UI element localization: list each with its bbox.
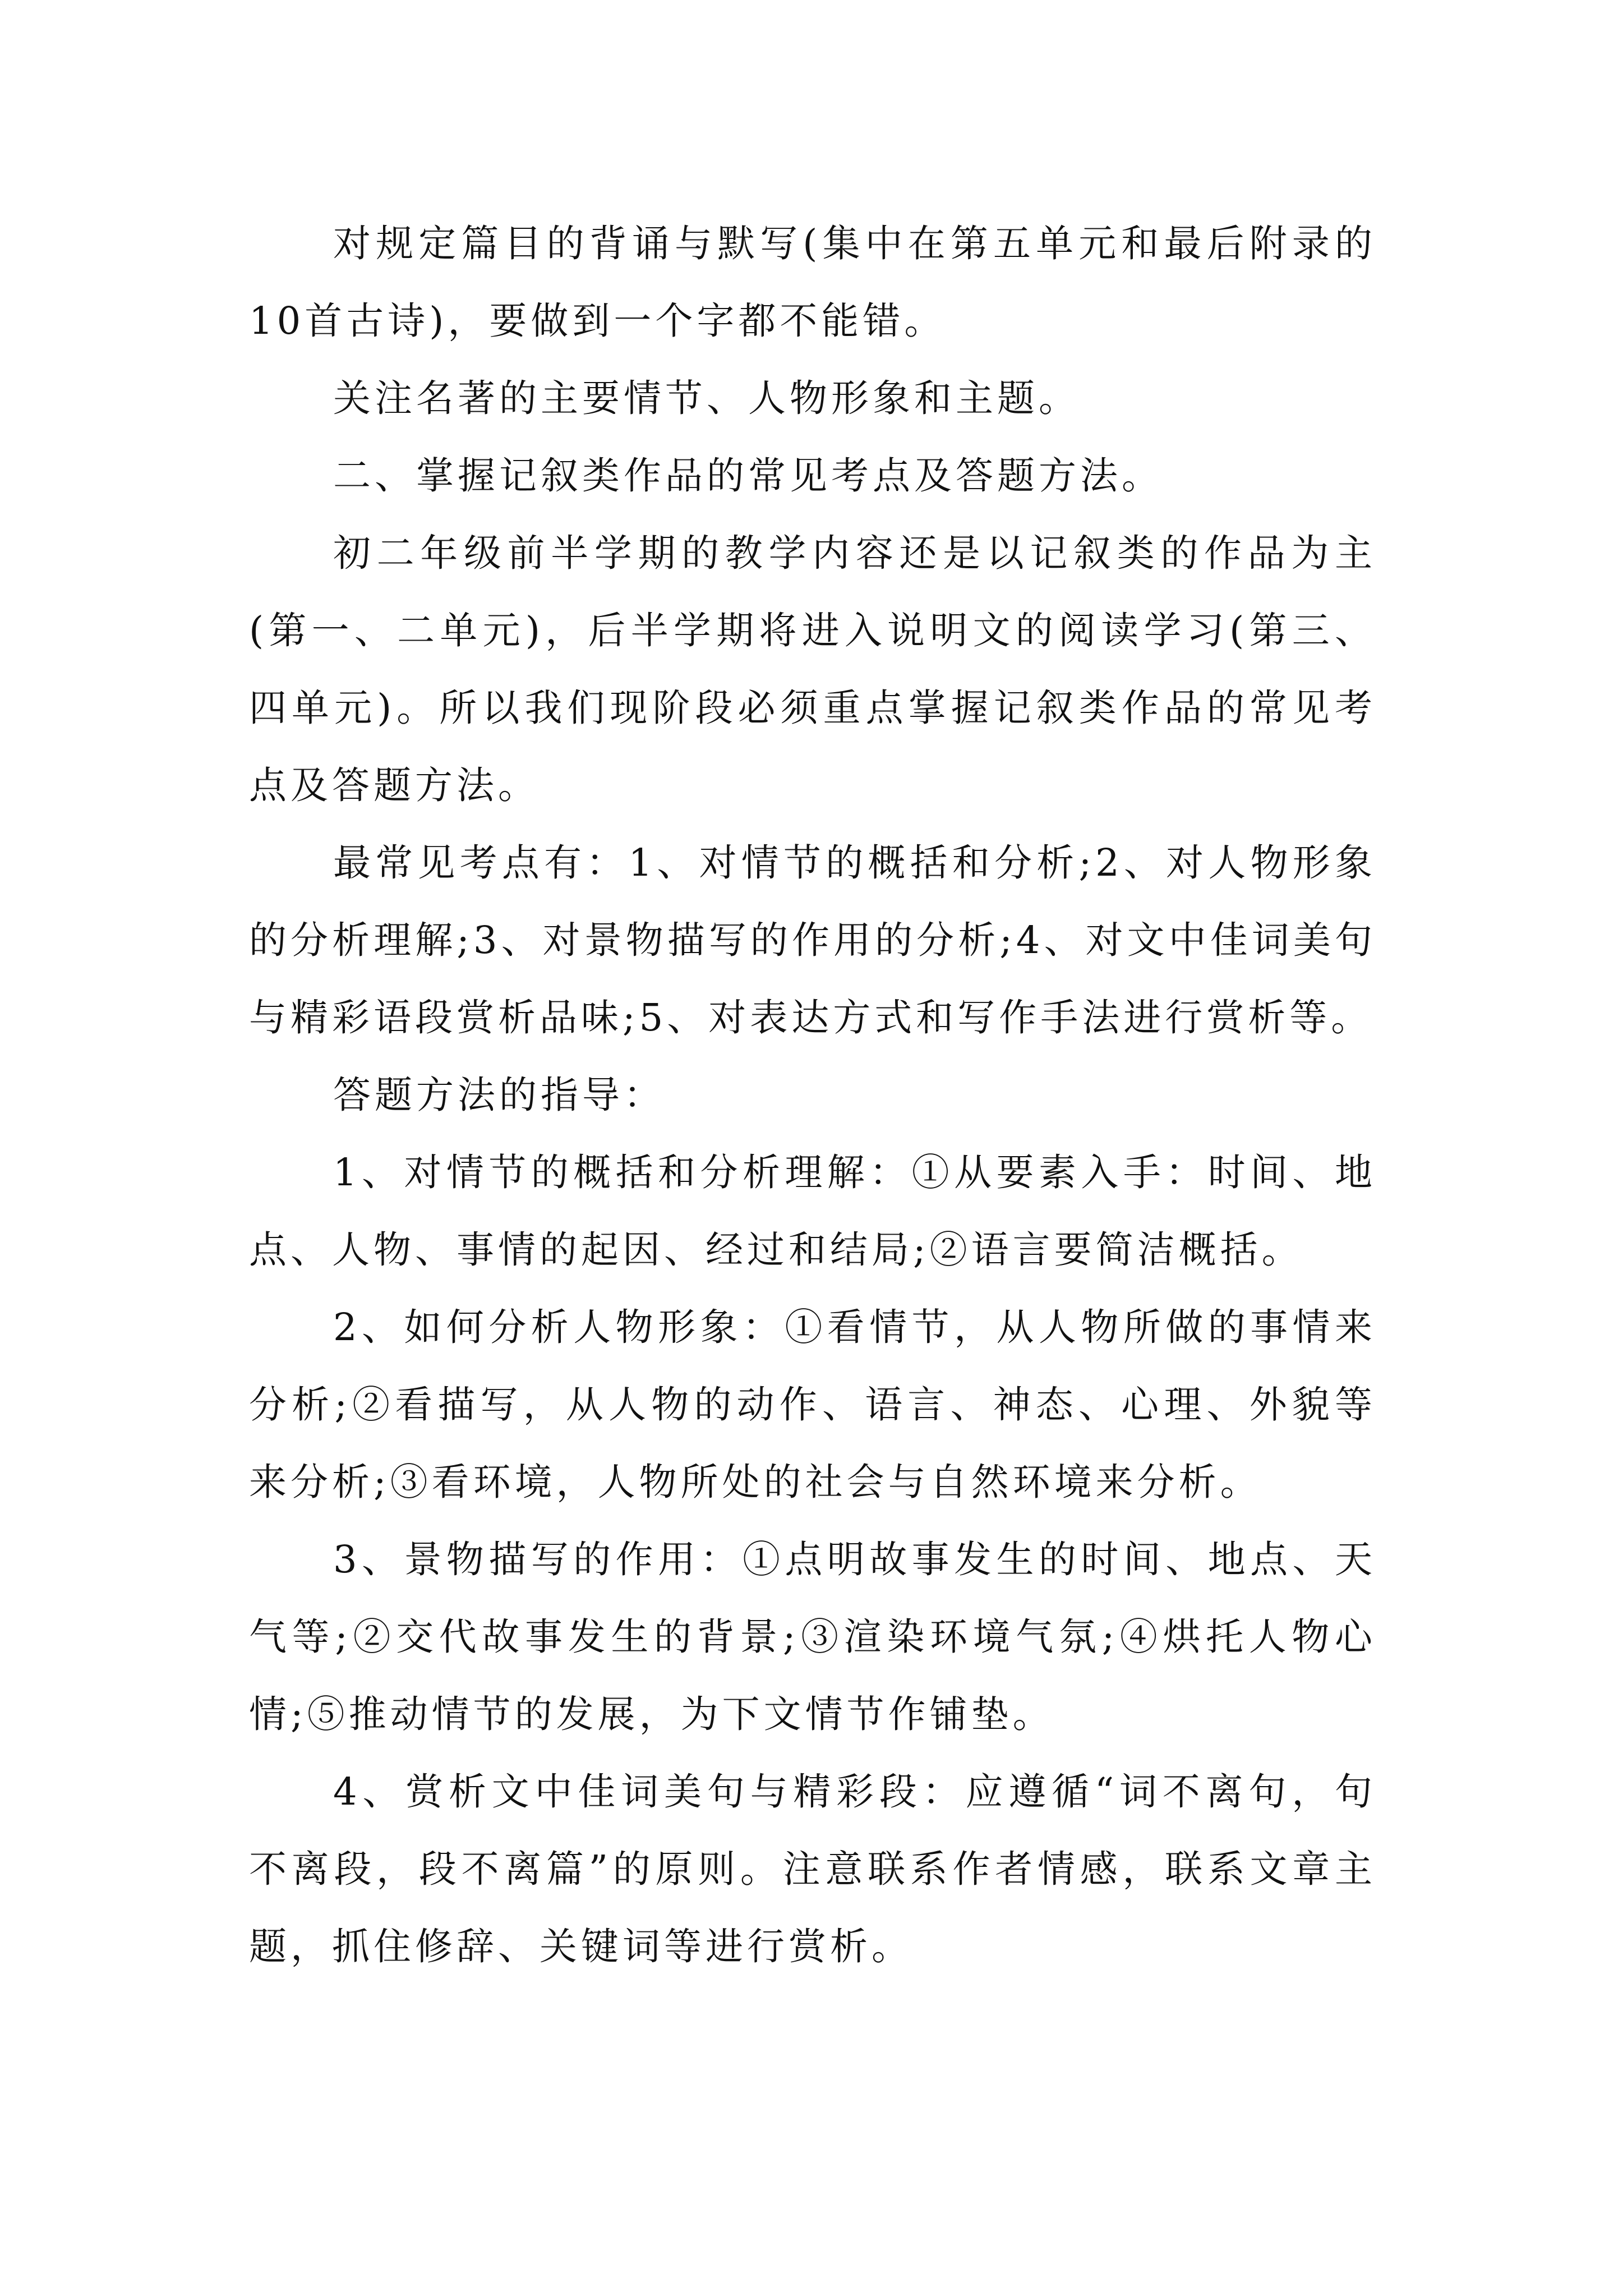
paragraph-recitation: 对规定篇目的背诵与默写(集中在第五单元和最后附录的10首古诗)，要做到一个字都不能错。 [249, 222, 1376, 343]
paragraph-method-1: 1、对情节的概括和分析理解：①从要素入手：时间、地点、人物、事情的起因、经过和结局;②语言要简洁概括。 [249, 1151, 1376, 1272]
paragraph-common-points: 最常见考点有：1、对情节的概括和分析;2、对人物形象的分析理解;3、对景物描写的作用的分析;4、对文中佳词美句与精彩语段赏析品味;5、对表达方式和写作手法进行赏析等。 [249, 841, 1376, 1039]
paragraph-method-2: 2、如何分析人物形象：①看情节，从人物所做的事情来分析;②看描写，从人物的动作、语言、神态、心理、外貌等来分析;③看环境，人物所处的社会与自然环境来分析。 [249, 1305, 1376, 1504]
paragraph-classics: 关注名著的主要情节、人物形象和主题。 [333, 376, 1080, 420]
paragraph-semester-content: 初二年级前半学期的教学内容还是以记叙类的作品为主(第一、二单元)，后半学期将进入说明文的阅读学习(第三、四单元)。所以我们现阶段必须重点掌握记叙类作品的常见考点及答题方法。 [249, 531, 1376, 807]
paragraph-method-4: 4、赏析文中佳词美句与精彩段：应遵循“词不离句，句不离段，段不离篇”的原则。注意联系作者情感，联系文章主题，抓住修辞、关键词等进行赏析。 [249, 1770, 1377, 1968]
paragraph-method-guidance: 答题方法的指导： [333, 1073, 665, 1117]
paragraph-method-3: 3、景物描写的作用：①点明故事发生的时间、地点、天气等;②交代故事发生的背景;③渲染环境气氛;④烘托人物心情;⑤推动情节的发展，为下文情节作铺垫。 [249, 1538, 1376, 1736]
document-body [249, 205, 1376, 1985]
section-heading-narrative: 二、掌握记叙类作品的常见考点及答题方法。 [333, 454, 1163, 498]
